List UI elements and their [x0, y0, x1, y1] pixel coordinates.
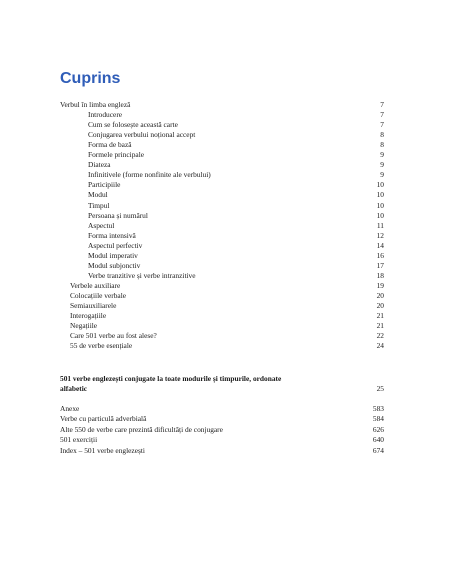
toc-entry-page: 20 — [376, 301, 384, 310]
toc-entry-title: Verbe cu particulă adverbială — [60, 414, 147, 423]
toc-entry-title: Verbele auxiliare — [70, 281, 121, 290]
toc-entry-page: 10 — [376, 201, 384, 210]
toc-entry-page: 24 — [376, 341, 384, 350]
toc-entry-title: Formele principale — [88, 150, 145, 159]
toc-entry-title: Conjugarea verbului noțional accept — [88, 130, 196, 139]
toc-entry-page: 9 — [380, 170, 384, 179]
toc-entry-title: Infinitivele (forme nonfinite ale verbului) — [88, 170, 211, 179]
toc-entry-title: Participiile — [88, 180, 121, 189]
toc-entry-page: 21 — [376, 321, 384, 330]
toc-entry-title: Aspectul — [88, 221, 115, 230]
toc-entry-title: 501 verbe englezești conjugate la toate modurile și timpurile, ordonate alfabetic — [60, 374, 282, 393]
toc-entry-page: 25 — [376, 384, 384, 393]
toc-entry-title: Index – 501 verbe englezești — [60, 446, 145, 455]
toc-entry-page: 22 — [376, 331, 384, 340]
toc-entry-title: Timpul — [88, 201, 110, 210]
toc-entry-page: 626 — [372, 425, 384, 434]
toc-entry-page: 583 — [372, 404, 384, 413]
toc-entry-page: 9 — [380, 160, 384, 169]
toc-entry-title: Forma intensivă — [88, 231, 136, 240]
toc-entry-title: Verbe tranzitive și verbe intranzitive — [88, 271, 196, 280]
toc-entry-page: 21 — [376, 311, 384, 320]
toc-entry-page: 12 — [376, 231, 384, 240]
toc-entry-title: Semiauxiliarele — [70, 301, 117, 310]
toc-entry-page: 584 — [372, 414, 384, 423]
toc-entry-title: Negațiile — [70, 321, 98, 330]
toc-entry-title: Persoana și numărul — [88, 211, 148, 220]
toc-entry-title: 501 exerciții — [60, 435, 98, 444]
toc-entry-page: 10 — [376, 190, 384, 199]
toc-entry-page: 10 — [376, 211, 384, 220]
toc-entry-page: 11 — [376, 221, 384, 230]
toc-entry-title: Cum se folosește această carte — [88, 120, 178, 129]
toc-entry-title: Introducere — [88, 110, 123, 119]
toc-entry-title: Aspectul perfectiv — [88, 241, 143, 250]
toc-entry-page: 7 — [380, 120, 384, 129]
toc-entry-title: Diateza — [88, 160, 111, 169]
toc-entry-page: 8 — [380, 140, 384, 149]
toc-entry-title: Anexe — [60, 404, 80, 413]
toc-entry-page: 9 — [380, 150, 384, 159]
toc-entry-page: 16 — [376, 251, 384, 260]
toc-entry-title: Interogațiile — [70, 311, 107, 320]
toc-entry-title: Colocațiile verbale — [70, 291, 127, 300]
toc-entry-title: Care 501 verbe au fost alese? — [70, 331, 157, 340]
toc-entry-page: 10 — [376, 180, 384, 189]
toc-entry-page: 19 — [376, 281, 384, 290]
toc-entry-title: Modul — [88, 190, 108, 199]
toc-entry-page: 640 — [372, 435, 384, 444]
toc-entry-title: Alte 550 de verbe care prezintă dificultăți de conjugare — [60, 425, 223, 434]
toc-entry-page: 20 — [376, 291, 384, 300]
toc-entry-title: Forma de bază — [88, 140, 132, 149]
toc-entry-page: 18 — [376, 271, 384, 280]
toc-entry-title: Modul imperativ — [88, 251, 138, 260]
toc-entry-page: 7 — [380, 110, 384, 119]
page-title: Cuprins — [60, 70, 121, 87]
toc-entry-page: 8 — [380, 130, 384, 139]
toc-entry-title: Verbul în limba engleză — [60, 100, 131, 109]
toc-entry-page: 14 — [376, 241, 384, 250]
toc-entry-page: 674 — [372, 446, 384, 455]
toc-entry-page: 7 — [380, 100, 384, 109]
toc-entry-page: 17 — [376, 261, 384, 270]
toc-entry-title: 55 de verbe esențiale — [70, 341, 133, 350]
toc-entry-title: Modul subjonctiv — [88, 261, 141, 270]
